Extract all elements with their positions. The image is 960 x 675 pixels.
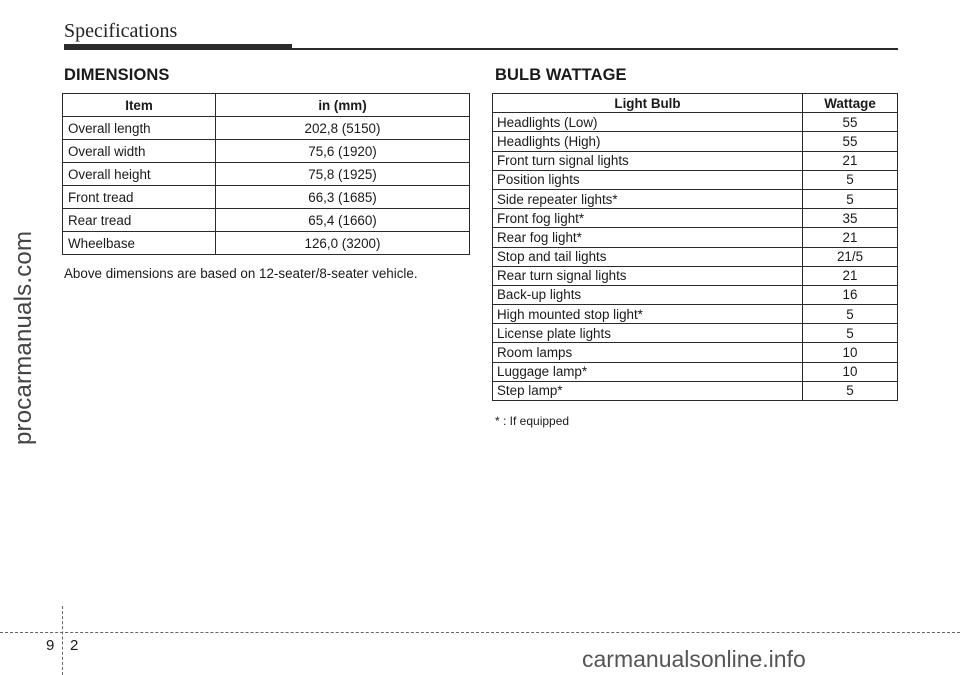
row-label: Headlights (High): [493, 132, 803, 151]
row-value: 75,8 (1925): [216, 163, 470, 186]
row-label: Back-up lights: [493, 285, 803, 304]
row-label: Side repeater lights*: [493, 189, 803, 208]
side-watermark: procarmanuals.com: [10, 230, 37, 445]
row-label: Front tread: [63, 186, 216, 209]
row-value: 75,6 (1920): [216, 140, 470, 163]
table-row: [493, 132, 898, 151]
row-label: Position lights: [493, 170, 803, 189]
table-row: [63, 209, 470, 232]
row-label: Overall length: [63, 117, 216, 140]
row-label: High mounted stop light*: [493, 305, 803, 324]
table-row: [63, 232, 470, 255]
row-label: Rear fog light*: [493, 228, 803, 247]
row-value: 5: [803, 324, 898, 343]
column-header-item: Item: [63, 94, 216, 117]
table-row: [493, 189, 898, 208]
column-header-value: in (mm): [216, 94, 470, 117]
table-row: [493, 266, 898, 285]
row-label: Room lamps: [493, 343, 803, 362]
row-value: 5: [803, 189, 898, 208]
table-row: [493, 151, 898, 170]
page-chapter-number: 9: [46, 637, 55, 654]
row-value: 55: [803, 132, 898, 151]
table-row: [493, 362, 898, 381]
dimensions-table: [62, 93, 470, 255]
row-value: 21/5: [803, 247, 898, 266]
row-value: 202,8 (5150): [216, 117, 470, 140]
row-label: Headlights (Low): [493, 113, 803, 132]
page-trim-line-horizontal: [0, 632, 960, 633]
table-row: [493, 324, 898, 343]
row-label: Rear tread: [63, 209, 216, 232]
header-rule-thick: [64, 44, 292, 50]
bulb-wattage-title: BULB WATTAGE: [495, 66, 627, 84]
table-header-row: [493, 94, 898, 113]
row-label: Overall height: [63, 163, 216, 186]
row-value: 35: [803, 209, 898, 228]
row-value: 21: [803, 151, 898, 170]
row-label: Step lamp*: [493, 381, 803, 400]
row-value: 65,4 (1660): [216, 209, 470, 232]
table-row: [493, 305, 898, 324]
bottom-watermark: carmanualsonline.info: [582, 646, 806, 672]
row-value: 10: [803, 362, 898, 381]
table-row: [493, 285, 898, 304]
column-header-bulb: Light Bulb: [493, 94, 803, 113]
table-row: [493, 343, 898, 362]
row-label: Luggage lamp*: [493, 362, 803, 381]
table-row: [493, 113, 898, 132]
row-value: 126,0 (3200): [216, 232, 470, 255]
table-row: [493, 247, 898, 266]
table-row: [493, 209, 898, 228]
row-value: 16: [803, 285, 898, 304]
page-header-title: Specifications: [64, 20, 178, 42]
row-value: 55: [803, 113, 898, 132]
row-label: Front fog light*: [493, 209, 803, 228]
row-value: 5: [803, 381, 898, 400]
row-label: License plate lights: [493, 324, 803, 343]
table-row: [63, 117, 470, 140]
page-number: 2: [70, 637, 79, 654]
row-value: 10: [803, 343, 898, 362]
row-label: Stop and tail lights: [493, 247, 803, 266]
row-label: Wheelbase: [63, 232, 216, 255]
dimensions-title: DIMENSIONS: [64, 66, 170, 84]
header-rule-thin: [292, 48, 898, 50]
row-value: 21: [803, 266, 898, 285]
column-header-wattage: Wattage: [803, 94, 898, 113]
row-value: 5: [803, 305, 898, 324]
table-row: [63, 186, 470, 209]
row-label: Rear turn signal lights: [493, 266, 803, 285]
table-row: [493, 381, 898, 400]
row-value: 66,3 (1685): [216, 186, 470, 209]
table-row: [63, 163, 470, 186]
row-label: Front turn signal lights: [493, 151, 803, 170]
table-row: [63, 140, 470, 163]
row-value: 21: [803, 228, 898, 247]
row-value: 5: [803, 170, 898, 189]
page-trim-line-vertical: [62, 606, 63, 675]
bulb-footnote: * : If equipped: [495, 414, 570, 428]
table-header-row: [63, 94, 470, 117]
table-row: [493, 228, 898, 247]
row-label: Overall width: [63, 140, 216, 163]
bulb-wattage-table: [492, 93, 898, 401]
table-row: [493, 170, 898, 189]
dimensions-note: Above dimensions are based on 12-seater/8-seater vehicle.: [64, 266, 418, 281]
